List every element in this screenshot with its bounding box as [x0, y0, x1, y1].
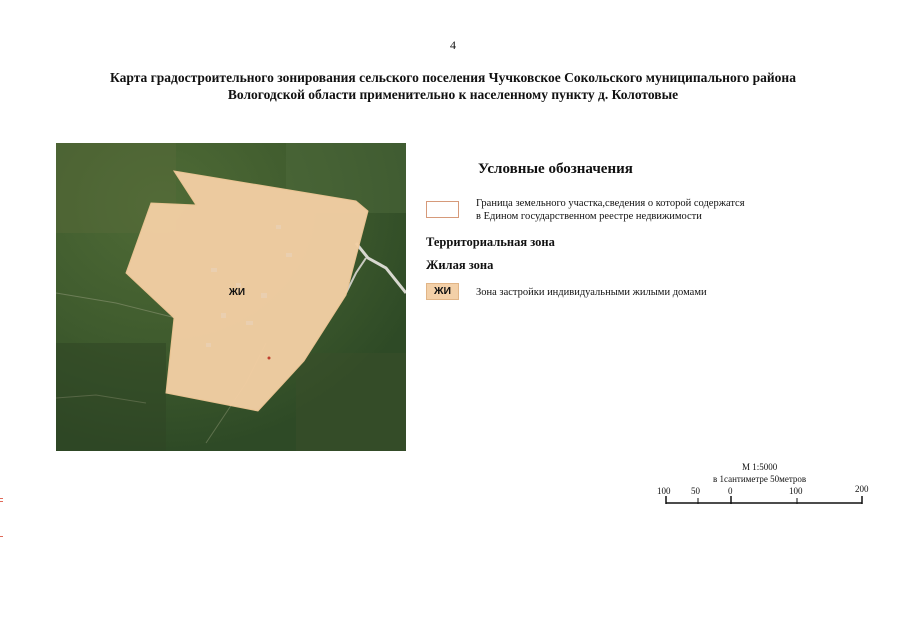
zone-description: Зона застройки индивидуальными жилыми домами [476, 287, 707, 298]
residential-zone-heading: Жилая зона [426, 258, 494, 272]
scale-note: в 1сантиметре 50метров [713, 474, 807, 484]
edge-mark [0, 536, 3, 537]
title-line-2: Вологодской области применительно к населенному пункту д. Колотовые [227, 87, 679, 102]
territorial-zone-heading: Территориальная зона [426, 235, 555, 249]
parcel-boundary-text-2: в Едином государственном реестре недвижимости [476, 211, 702, 222]
title-line-1: Карта градостроительного зонирования сельского поселения Чучковское Сокольского муниципального района [110, 70, 796, 85]
map-image [56, 143, 406, 451]
scale-tick-label: 100 [657, 486, 671, 496]
edge-mark [0, 498, 3, 499]
field-patch [296, 353, 406, 451]
scale-ratio: М 1:5000 [742, 462, 778, 472]
page-number: 4 [450, 38, 456, 52]
map-title [40, 69, 866, 103]
zone-swatch: ЖИ [426, 283, 459, 300]
edge-mark [0, 501, 3, 502]
scale-tick-label: 100 [789, 486, 803, 496]
zone-label: ЖИ [228, 287, 246, 298]
parcel-boundary-swatch [426, 201, 459, 218]
scale-tick-label: 0 [728, 486, 733, 496]
satellite-map [56, 143, 406, 451]
scale-tick-label: 200 [855, 484, 869, 494]
marker-dot [268, 357, 271, 360]
legend-heading: Условные обозначения [478, 161, 633, 177]
scale-tick-label: 50 [691, 486, 700, 496]
parcel-boundary-text-1: Граница земельного участка,сведения о которой содержатся [476, 198, 745, 209]
